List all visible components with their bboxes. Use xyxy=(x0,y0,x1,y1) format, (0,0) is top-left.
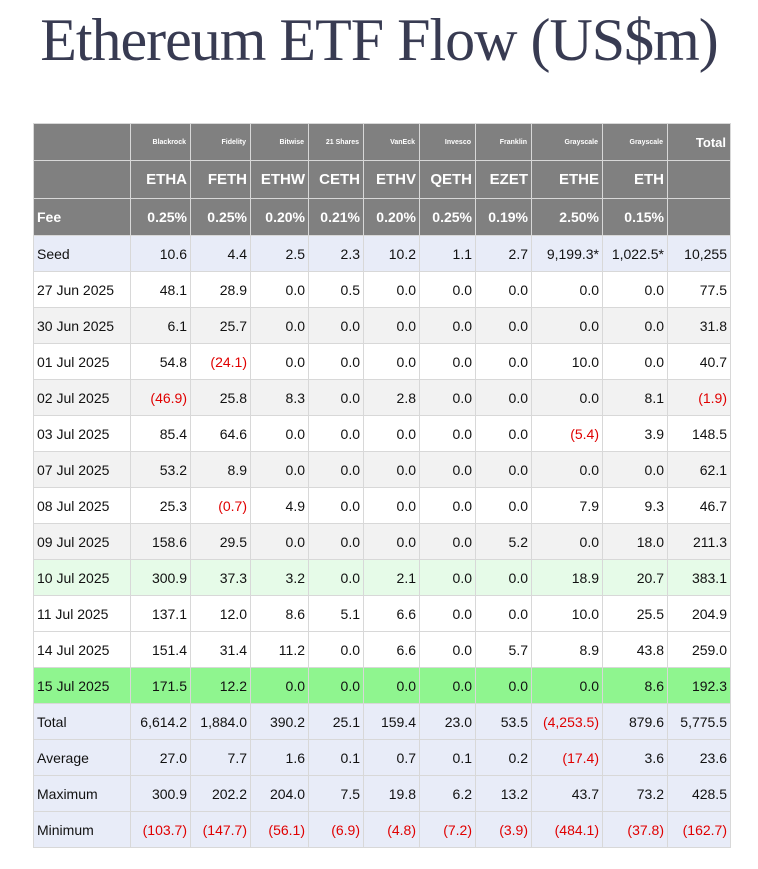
table-row xyxy=(34,704,731,740)
flow-cell: 0.0 xyxy=(420,632,476,668)
issuer-name: 21 Shares xyxy=(309,124,364,161)
flow-cell: 0.0 xyxy=(309,524,364,560)
flow-cell: 0.1 xyxy=(309,740,364,776)
total-header: Total xyxy=(668,124,731,161)
flow-cell: 0.0 xyxy=(364,344,420,380)
flow-cell: 0.1 xyxy=(420,740,476,776)
page-title: Ethereum ETF Flow (US$m) xyxy=(40,7,718,73)
fee-header-row xyxy=(34,199,731,236)
ticker-name: ETH xyxy=(603,161,668,199)
fee-value: 0.20% xyxy=(251,199,309,236)
row-label: 27 Jun 2025 xyxy=(34,272,131,308)
flow-cell: 0.0 xyxy=(251,524,309,560)
row-label: 07 Jul 2025 xyxy=(34,452,131,488)
ticker-name: ETHV xyxy=(364,161,420,199)
flow-cell: 0.0 xyxy=(603,344,668,380)
flow-cell: 10.6 xyxy=(131,236,191,272)
flow-cell: 10.2 xyxy=(364,236,420,272)
flow-cell: 300.9 xyxy=(131,560,191,596)
flow-cell: 0.0 xyxy=(420,668,476,704)
table-row xyxy=(34,308,731,344)
flow-cell: 0.0 xyxy=(364,452,420,488)
flow-cell: 25.3 xyxy=(131,488,191,524)
row-total-cell: 259.0 xyxy=(668,632,731,668)
flow-cell: 202.2 xyxy=(191,776,251,812)
etf-flow-table xyxy=(33,123,731,848)
flow-cell: 0.0 xyxy=(476,416,532,452)
flow-cell: 54.8 xyxy=(131,344,191,380)
flow-cell: 2.7 xyxy=(476,236,532,272)
issuer-name: Franklin xyxy=(476,124,532,161)
flow-cell: 7.7 xyxy=(191,740,251,776)
flow-cell: 53.2 xyxy=(131,452,191,488)
flow-cell: (3.9) xyxy=(476,812,532,848)
flow-cell: 31.4 xyxy=(191,632,251,668)
flow-cell: 0.0 xyxy=(476,272,532,308)
flow-cell: (6.9) xyxy=(309,812,364,848)
row-label: 11 Jul 2025 xyxy=(34,596,131,632)
ticker-name: QETH xyxy=(420,161,476,199)
ticker-name: FETH xyxy=(191,161,251,199)
flow-cell: 5.1 xyxy=(309,596,364,632)
row-label: Average xyxy=(34,740,131,776)
total-header-blank xyxy=(668,199,731,236)
flow-cell: 9.3 xyxy=(603,488,668,524)
flow-cell: 85.4 xyxy=(131,416,191,452)
flow-cell: 48.1 xyxy=(131,272,191,308)
flow-cell: 2.1 xyxy=(364,560,420,596)
flow-cell: 10.0 xyxy=(532,344,603,380)
flow-cell: 43.7 xyxy=(532,776,603,812)
flow-cell: 18.0 xyxy=(603,524,668,560)
flow-cell: (4.8) xyxy=(364,812,420,848)
flow-cell: 0.0 xyxy=(309,560,364,596)
issuer-name: Fidelity xyxy=(191,124,251,161)
flow-cell: 0.0 xyxy=(476,560,532,596)
flow-cell: 6.1 xyxy=(131,308,191,344)
issuer-name: Blackrock xyxy=(131,124,191,161)
flow-cell: 0.0 xyxy=(364,308,420,344)
flow-cell: 6.2 xyxy=(420,776,476,812)
flow-cell: 0.0 xyxy=(309,632,364,668)
flow-cell: 2.8 xyxy=(364,380,420,416)
total-header-blank xyxy=(668,161,731,199)
flow-cell: 23.0 xyxy=(420,704,476,740)
flow-cell: 5.2 xyxy=(476,524,532,560)
fee-value: 2.50% xyxy=(532,199,603,236)
flow-cell: 3.9 xyxy=(603,416,668,452)
flow-cell: 8.9 xyxy=(532,632,603,668)
flow-cell: (484.1) xyxy=(532,812,603,848)
flow-cell: 19.8 xyxy=(364,776,420,812)
table-row xyxy=(34,380,731,416)
flow-cell: 25.7 xyxy=(191,308,251,344)
row-total-cell: 31.8 xyxy=(668,308,731,344)
row-label: 14 Jul 2025 xyxy=(34,632,131,668)
issuer-name: VanEck xyxy=(364,124,420,161)
row-total-cell: 62.1 xyxy=(668,452,731,488)
issuer-name: Grayscale xyxy=(603,124,668,161)
table-row xyxy=(34,524,731,560)
flow-cell: 73.2 xyxy=(603,776,668,812)
row-total-cell: 5,775.5 xyxy=(668,704,731,740)
flow-cell: 0.2 xyxy=(476,740,532,776)
fee-value: 0.25% xyxy=(420,199,476,236)
flow-cell: 25.5 xyxy=(603,596,668,632)
flow-cell: 0.0 xyxy=(476,308,532,344)
flow-cell: 0.0 xyxy=(420,488,476,524)
flow-cell: 0.0 xyxy=(420,524,476,560)
flow-cell: (5.4) xyxy=(532,416,603,452)
flow-cell: 0.0 xyxy=(364,488,420,524)
flow-cell: (7.2) xyxy=(420,812,476,848)
row-total-cell: 40.7 xyxy=(668,344,731,380)
fee-value: 0.19% xyxy=(476,199,532,236)
flow-cell: 0.0 xyxy=(309,416,364,452)
flow-cell: 7.9 xyxy=(532,488,603,524)
flow-cell: 0.0 xyxy=(251,272,309,308)
flow-cell: 6.6 xyxy=(364,596,420,632)
flow-cell: 6.6 xyxy=(364,632,420,668)
flow-cell: 158.6 xyxy=(131,524,191,560)
flow-cell: (0.7) xyxy=(191,488,251,524)
flow-cell: 0.0 xyxy=(309,308,364,344)
flow-cell: 8.1 xyxy=(603,380,668,416)
flow-cell: 0.0 xyxy=(476,596,532,632)
flow-cell: (147.7) xyxy=(191,812,251,848)
row-total-cell: 10,255 xyxy=(668,236,731,272)
flow-cell: 0.0 xyxy=(476,344,532,380)
flow-cell: 12.0 xyxy=(191,596,251,632)
flow-cell: 1.1 xyxy=(420,236,476,272)
row-total-cell: 204.9 xyxy=(668,596,731,632)
flow-cell: 1,022.5* xyxy=(603,236,668,272)
row-label: Total xyxy=(34,704,131,740)
flow-cell: 0.5 xyxy=(309,272,364,308)
flow-cell: 25.1 xyxy=(309,704,364,740)
table-row xyxy=(34,812,731,848)
row-total-cell: 192.3 xyxy=(668,668,731,704)
flow-cell: 0.0 xyxy=(420,596,476,632)
flow-cell: 8.9 xyxy=(191,452,251,488)
ticker-name: ETHE xyxy=(532,161,603,199)
flow-cell: 5.7 xyxy=(476,632,532,668)
row-total-cell: 383.1 xyxy=(668,560,731,596)
row-label: Seed xyxy=(34,236,131,272)
flow-cell: 37.3 xyxy=(191,560,251,596)
flow-cell: 6,614.2 xyxy=(131,704,191,740)
flow-cell: 0.0 xyxy=(532,452,603,488)
flow-cell: (17.4) xyxy=(532,740,603,776)
flow-cell: 0.0 xyxy=(532,668,603,704)
fee-value: 0.25% xyxy=(131,199,191,236)
ticker-name: CETH xyxy=(309,161,364,199)
corner-cell xyxy=(34,124,131,161)
flow-cell: 11.2 xyxy=(251,632,309,668)
flow-cell: 0.0 xyxy=(309,488,364,524)
flow-cell: 0.0 xyxy=(476,380,532,416)
row-label: 08 Jul 2025 xyxy=(34,488,131,524)
row-total-cell: 211.3 xyxy=(668,524,731,560)
flow-cell: 0.0 xyxy=(420,416,476,452)
flow-cell: 29.5 xyxy=(191,524,251,560)
flow-cell: 0.0 xyxy=(251,416,309,452)
flow-cell: 4.4 xyxy=(191,236,251,272)
flow-cell: 0.0 xyxy=(476,488,532,524)
flow-cell: 9,199.3* xyxy=(532,236,603,272)
flow-cell: 3.2 xyxy=(251,560,309,596)
flow-cell: 0.0 xyxy=(603,272,668,308)
table-row xyxy=(34,272,731,308)
flow-cell: 13.2 xyxy=(476,776,532,812)
flow-cell: 1.6 xyxy=(251,740,309,776)
flow-cell: 0.0 xyxy=(532,308,603,344)
flow-cell: (46.9) xyxy=(131,380,191,416)
flow-cell: 0.0 xyxy=(476,668,532,704)
table-row xyxy=(34,740,731,776)
fee-value: 0.25% xyxy=(191,199,251,236)
flow-cell: 0.0 xyxy=(532,380,603,416)
flow-cell: 0.0 xyxy=(603,308,668,344)
flow-cell: 0.0 xyxy=(364,272,420,308)
flow-cell: 151.4 xyxy=(131,632,191,668)
flow-cell: 137.1 xyxy=(131,596,191,632)
flow-cell: (37.8) xyxy=(603,812,668,848)
row-label: Minimum xyxy=(34,812,131,848)
row-total-cell: 428.5 xyxy=(668,776,731,812)
row-label: 03 Jul 2025 xyxy=(34,416,131,452)
table-row xyxy=(34,416,731,452)
flow-cell: 0.0 xyxy=(420,452,476,488)
table-row xyxy=(34,236,731,272)
flow-cell: (4,253.5) xyxy=(532,704,603,740)
fee-value: 0.20% xyxy=(364,199,420,236)
flow-cell: 3.6 xyxy=(603,740,668,776)
issuer-name: Invesco xyxy=(420,124,476,161)
flow-cell: 0.7 xyxy=(364,740,420,776)
issuer-name: Grayscale xyxy=(532,124,603,161)
row-total-cell: (162.7) xyxy=(668,812,731,848)
flow-cell: 25.8 xyxy=(191,380,251,416)
corner-cell xyxy=(34,161,131,199)
issuer-name: Bitwise xyxy=(251,124,309,161)
flow-cell: 0.0 xyxy=(309,380,364,416)
flow-cell: 0.0 xyxy=(532,272,603,308)
flow-cell: 27.0 xyxy=(131,740,191,776)
flow-cell: 0.0 xyxy=(364,416,420,452)
flow-cell: 0.0 xyxy=(420,560,476,596)
flow-cell: 171.5 xyxy=(131,668,191,704)
table-body xyxy=(34,236,731,848)
flow-cell: 0.0 xyxy=(420,380,476,416)
flow-cell: 0.0 xyxy=(476,452,532,488)
table-row xyxy=(34,632,731,668)
flow-cell: 8.3 xyxy=(251,380,309,416)
flow-cell: 10.0 xyxy=(532,596,603,632)
flow-cell: 4.9 xyxy=(251,488,309,524)
flow-cell: 0.0 xyxy=(309,452,364,488)
row-label: Maximum xyxy=(34,776,131,812)
flow-cell: 2.5 xyxy=(251,236,309,272)
flow-cell: 0.0 xyxy=(251,668,309,704)
row-label: 02 Jul 2025 xyxy=(34,380,131,416)
fee-label: Fee xyxy=(34,199,131,236)
row-label: 15 Jul 2025 xyxy=(34,668,131,704)
table-row xyxy=(34,596,731,632)
flow-cell: 20.7 xyxy=(603,560,668,596)
table-row xyxy=(34,488,731,524)
flow-cell: 8.6 xyxy=(603,668,668,704)
row-total-cell: 46.7 xyxy=(668,488,731,524)
flow-cell: 7.5 xyxy=(309,776,364,812)
flow-cell: 53.5 xyxy=(476,704,532,740)
flow-cell: 0.0 xyxy=(603,452,668,488)
ticker-header-row xyxy=(34,161,731,199)
flow-cell: 0.0 xyxy=(251,452,309,488)
flow-cell: 18.9 xyxy=(532,560,603,596)
row-total-cell: 77.5 xyxy=(668,272,731,308)
flow-cell: (103.7) xyxy=(131,812,191,848)
flow-cell: 43.8 xyxy=(603,632,668,668)
fee-value: 0.21% xyxy=(309,199,364,236)
fee-value: 0.15% xyxy=(603,199,668,236)
row-label: 09 Jul 2025 xyxy=(34,524,131,560)
table-row xyxy=(34,452,731,488)
table-row xyxy=(34,560,731,596)
row-label: 01 Jul 2025 xyxy=(34,344,131,380)
table-row xyxy=(34,776,731,812)
flow-cell: (24.1) xyxy=(191,344,251,380)
flow-cell: 28.9 xyxy=(191,272,251,308)
flow-cell: 0.0 xyxy=(251,308,309,344)
flow-cell: 0.0 xyxy=(251,344,309,380)
issuer-header-row xyxy=(34,124,731,161)
flow-cell: 0.0 xyxy=(309,344,364,380)
flow-cell: 0.0 xyxy=(364,524,420,560)
row-total-cell: (1.9) xyxy=(668,380,731,416)
ticker-name: ETHW xyxy=(251,161,309,199)
flow-cell: 300.9 xyxy=(131,776,191,812)
flow-cell: 0.0 xyxy=(420,272,476,308)
ticker-name: ETHA xyxy=(131,161,191,199)
flow-cell: 0.0 xyxy=(420,344,476,380)
table-row xyxy=(34,668,731,704)
flow-cell: 0.0 xyxy=(532,524,603,560)
flow-cell: 8.6 xyxy=(251,596,309,632)
flow-cell: 390.2 xyxy=(251,704,309,740)
flow-cell: (56.1) xyxy=(251,812,309,848)
flow-cell: 12.2 xyxy=(191,668,251,704)
row-label: 10 Jul 2025 xyxy=(34,560,131,596)
flow-cell: 0.0 xyxy=(309,668,364,704)
flow-cell: 64.6 xyxy=(191,416,251,452)
ticker-name: EZET xyxy=(476,161,532,199)
flow-cell: 879.6 xyxy=(603,704,668,740)
row-total-cell: 23.6 xyxy=(668,740,731,776)
row-total-cell: 148.5 xyxy=(668,416,731,452)
flow-cell: 2.3 xyxy=(309,236,364,272)
table-row xyxy=(34,344,731,380)
flow-cell: 1,884.0 xyxy=(191,704,251,740)
flow-cell: 159.4 xyxy=(364,704,420,740)
flow-cell: 0.0 xyxy=(364,668,420,704)
flow-cell: 0.0 xyxy=(420,308,476,344)
row-label: 30 Jun 2025 xyxy=(34,308,131,344)
flow-cell: 204.0 xyxy=(251,776,309,812)
